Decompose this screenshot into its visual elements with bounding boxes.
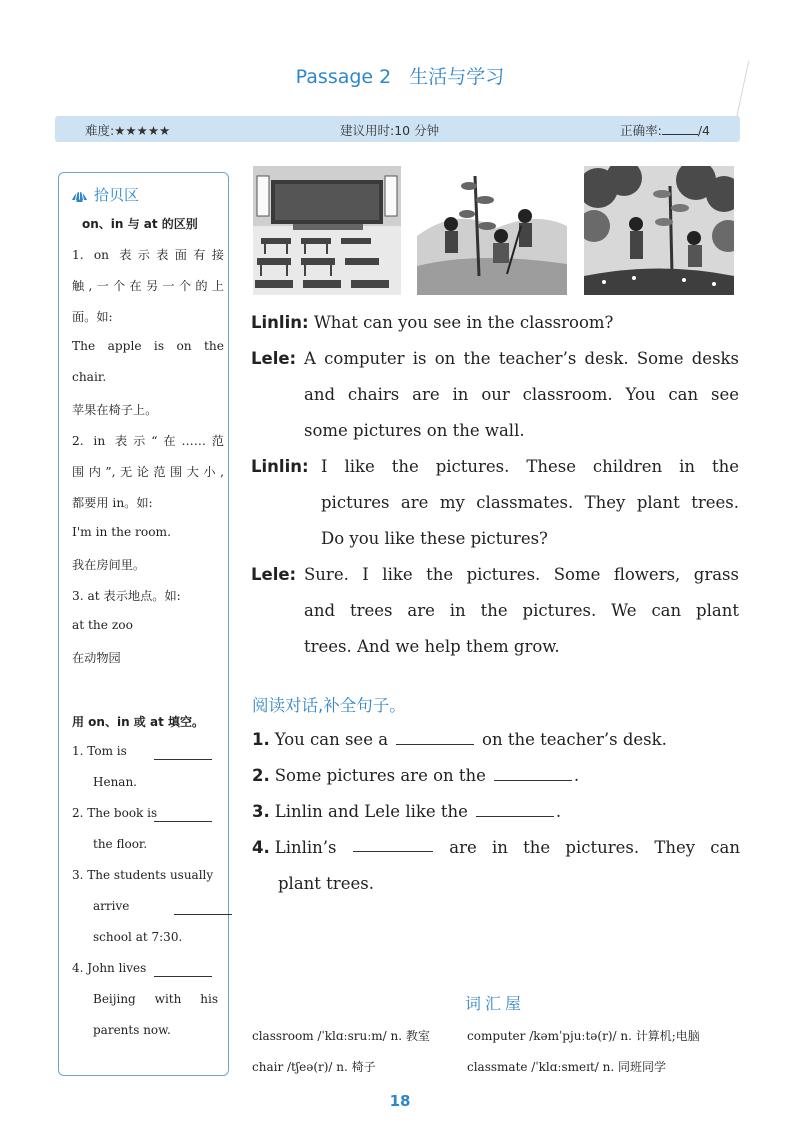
- exercise-item: [93, 899, 224, 913]
- answer-blank[interactable]: [494, 767, 572, 781]
- answer-blank[interactable]: [154, 746, 212, 760]
- exercise-num: 2.: [72, 806, 84, 820]
- sidebar-heading: [71, 184, 139, 205]
- sidebar-line: I'm in the room.: [72, 525, 171, 539]
- exercise-num: 1.: [72, 744, 84, 758]
- tips-sidebar: [58, 172, 229, 1076]
- suggested-time: 建议用时:10 分钟: [340, 123, 440, 138]
- answer-blank[interactable]: [396, 731, 474, 745]
- answer-blank[interactable]: [154, 808, 212, 822]
- utterance: A computer is on the teacher’s desk. Some desks: [304, 349, 739, 368]
- exercise-num: 4.: [72, 961, 84, 975]
- sidebar-line: 触,一个在另一个的上: [72, 279, 224, 293]
- question-text: .: [573, 766, 580, 785]
- speaker: [251, 565, 296, 584]
- speaker-name: Linlin:: [251, 457, 309, 476]
- accuracy-field: [620, 121, 710, 139]
- question-1: [252, 730, 667, 749]
- sidebar-line: 在动物园: [72, 651, 121, 665]
- sidebar-line: 苹果在椅子上。: [72, 403, 158, 417]
- question-text: Some pictures are on the: [274, 766, 486, 785]
- sidebar-line: at the zoo: [72, 618, 133, 632]
- utterance: What can you see in the classroom?: [313, 313, 614, 332]
- exercise-item: [72, 806, 224, 820]
- passage-topic: 生活与学习: [409, 66, 505, 88]
- question-text: Linlin’s: [274, 838, 337, 857]
- answer-blank[interactable]: [174, 901, 232, 915]
- speaker-name: Lele:: [251, 565, 297, 584]
- vocab-entry: classmate /ˈklɑːsmeɪt/ n. 同班同学: [467, 1060, 666, 1074]
- sidebar-line: 都要用 in。如:: [72, 496, 153, 510]
- question-text: are in the pictures. They can: [449, 838, 740, 857]
- exercise-text-cont: Henan.: [93, 775, 137, 789]
- exercise-text-cont: parents now.: [93, 1023, 171, 1037]
- utterance: and trees are in the pictures. We can plant: [304, 601, 739, 620]
- shell-icon: [71, 188, 88, 202]
- sidebar-line: 2. in 表示“在……范: [72, 434, 224, 448]
- vocab-entry: chair /tʃeə(r)/ n. 椅子: [252, 1060, 376, 1074]
- question-text: .: [555, 802, 562, 821]
- sidebar-subheading: on、in 与 at 的区别: [82, 217, 198, 231]
- exercise-num: 3.: [72, 868, 84, 882]
- task-instruction: 阅读对话,补全句子。: [252, 696, 406, 715]
- question-num: 3.: [252, 802, 270, 821]
- speaker: Linlin:: [251, 313, 309, 332]
- exercise-text-cont: Beijing with his: [93, 992, 218, 1006]
- accuracy-label: 正确率:: [620, 123, 662, 138]
- exercise-item: [72, 744, 224, 758]
- utterance: Do you like these pictures?: [321, 529, 548, 548]
- sidebar-line: 面。如:: [72, 310, 113, 324]
- question-4: [252, 838, 740, 857]
- page-number: 18: [389, 1092, 411, 1110]
- utterance: I like the pictures. These children in the: [321, 457, 739, 476]
- answer-blank[interactable]: [154, 963, 212, 977]
- exercise-text: The students usually: [87, 868, 214, 882]
- utterance: pictures are my classmates. They plant trees.: [321, 493, 739, 512]
- question-2: [252, 766, 579, 785]
- question-text: You can see a: [274, 730, 389, 749]
- passage-label: Passage 2: [295, 66, 392, 88]
- question-text: Linlin and Lele like the: [274, 802, 468, 821]
- utterance: Sure. I like the pictures. Some flowers, grass: [304, 565, 739, 584]
- answer-blank[interactable]: [476, 803, 554, 817]
- exercise-text: arrive: [93, 899, 130, 913]
- exercise-title: 用 on、in 或 at 填空。: [72, 715, 204, 729]
- exercise-text-cont: the floor.: [93, 837, 148, 851]
- exercise-item: [72, 961, 224, 975]
- exercise-item: [72, 868, 224, 882]
- answer-blank[interactable]: [353, 838, 433, 852]
- info-bar: [55, 116, 740, 142]
- exercise-text-cont: school at 7:30.: [93, 930, 183, 944]
- speaker: [251, 457, 309, 476]
- sidebar-line: The apple is on the: [72, 339, 224, 353]
- exercise-text: Tom is: [87, 744, 127, 758]
- speaker-name: Lele:: [251, 349, 297, 368]
- passage-title: [0, 62, 800, 89]
- accuracy-blank[interactable]: [662, 123, 698, 135]
- question-4-cont: plant trees.: [278, 874, 374, 893]
- planting-trees-illustration: [417, 166, 567, 295]
- vocab-entry: computer /kəmˈpjuːtə(r)/ n. 计算机;电脑: [467, 1029, 700, 1043]
- speaker: [251, 349, 296, 368]
- question-num: 1.: [252, 730, 270, 749]
- dialogue-line: [251, 313, 613, 332]
- sidebar-line: 3. at 表示地点。如:: [72, 589, 181, 603]
- question-num: 2.: [252, 766, 270, 785]
- question-3: [252, 802, 561, 821]
- sidebar-line: 我在房间里。: [72, 558, 146, 572]
- classroom-illustration: [253, 166, 401, 295]
- exercise-text: John lives: [87, 961, 147, 975]
- utterance: and chairs are in our classroom. You can see: [304, 385, 739, 404]
- sidebar-line: 围内”,无论范围大小,: [72, 465, 224, 479]
- sidebar-line: chair.: [72, 370, 107, 384]
- sidebar-heading-text: 拾贝区: [94, 186, 140, 204]
- difficulty-rating: 难度:★★★★★: [85, 123, 171, 138]
- trees-garden-illustration: [584, 166, 734, 295]
- question-text: on the teacher’s desk.: [482, 730, 667, 749]
- question-num: 4.: [252, 838, 270, 857]
- vocab-entry: classroom /ˈklɑːsruːm/ n. 教室: [252, 1029, 430, 1043]
- exercise-text: The book is: [87, 806, 158, 820]
- vocabulary-title: 词汇屋: [464, 994, 525, 1013]
- utterance: trees. And we help them grow.: [304, 637, 560, 656]
- utterance: some pictures on the wall.: [304, 421, 525, 440]
- accuracy-total: /4: [697, 123, 710, 138]
- sidebar-line: 1. on 表示表面有接: [72, 248, 224, 262]
